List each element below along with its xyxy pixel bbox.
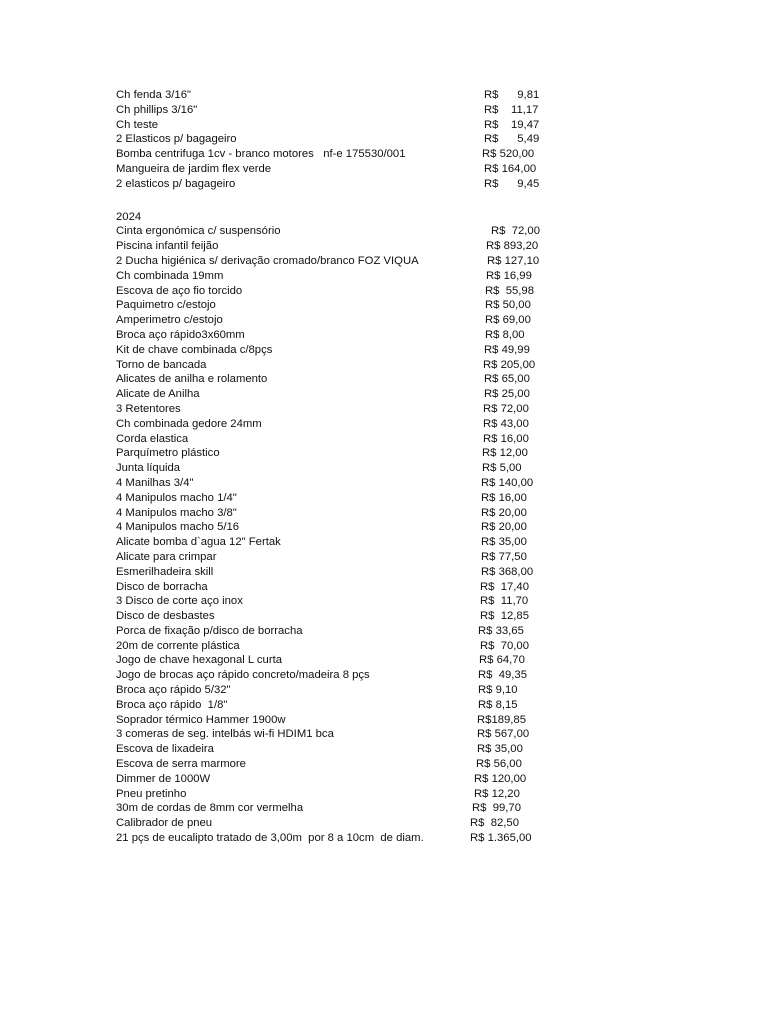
expense-row xyxy=(116,446,556,461)
item-description: Calibrador de pneu xyxy=(116,817,213,830)
expense-row xyxy=(116,713,556,728)
item-description: Ch combinada 19mm xyxy=(116,269,224,282)
expense-row xyxy=(116,801,556,816)
item-description: Kit de chave combinada c/8pçs xyxy=(116,343,273,356)
expense-row xyxy=(116,343,556,358)
item-description: Ch phillips 3/16" xyxy=(116,103,198,116)
item-price: R$ 20,00 xyxy=(481,506,527,519)
item-description: Esmerilhadeira skill xyxy=(116,565,214,578)
expense-row xyxy=(116,653,556,668)
expense-row xyxy=(116,328,556,343)
expense-row xyxy=(116,580,556,595)
item-description: 3 Retentores xyxy=(116,402,181,415)
expense-row xyxy=(116,550,556,565)
item-description: Alicate de Anilha xyxy=(116,388,200,401)
item-description: Porca de fixação p/disco de borracha xyxy=(116,624,303,637)
item-description: Alicates de anilha e rolamento xyxy=(116,373,268,386)
item-price: R$ 9,81 xyxy=(484,89,540,101)
expense-sheet xyxy=(116,88,556,846)
expense-row xyxy=(116,772,556,787)
expense-row xyxy=(116,698,556,713)
item-description: Bomba centrifuga 1cv - branco motores nf-e 175530/001 xyxy=(116,148,406,161)
expense-row xyxy=(116,147,556,162)
item-price: R$ 56,00 xyxy=(476,758,522,771)
expense-row xyxy=(116,831,556,846)
item-price: R$ 12,00 xyxy=(482,447,528,460)
expense-row xyxy=(116,284,556,299)
item-description: Jogo de brocas aço rápido concreto/madeira 8 pçs xyxy=(116,669,370,682)
item-price: R$ 11,17 xyxy=(484,103,539,116)
expense-row xyxy=(116,476,556,491)
item-price: R$ 55,98 xyxy=(485,284,534,297)
item-price: R$ 33,65 xyxy=(478,624,524,637)
item-description: 4 Manipulos macho 3/8" xyxy=(116,506,237,519)
item-description: Alicate bomba d`agua 12" Fertak xyxy=(116,536,281,549)
expense-row xyxy=(116,372,556,387)
item-description: Escova de lixadeira xyxy=(116,743,214,756)
expense-row xyxy=(116,432,556,447)
item-price: R$ 12,20 xyxy=(474,787,520,800)
expense-row xyxy=(116,506,556,521)
item-description: Disco de desbastes xyxy=(116,610,215,623)
expense-row xyxy=(116,103,556,118)
item-description: Broca aço rápido 5/32" xyxy=(116,684,231,697)
item-price: R$ 17,40 xyxy=(480,580,529,593)
blank-row xyxy=(116,192,556,210)
item-description: Mangueira de jardim flex verde xyxy=(116,162,272,175)
item-description: Torno de bancada xyxy=(116,358,207,371)
expense-row xyxy=(116,269,556,284)
item-price: R$ 120,00 xyxy=(474,772,527,785)
expense-row xyxy=(116,118,556,133)
item-price: R$ 49,35 xyxy=(478,669,527,682)
item-description: 30m de cordas de 8mm cor vermelha xyxy=(116,802,304,815)
item-price: R$ 99,70 xyxy=(472,802,521,815)
item-description: 3 comeras de seg. intelbás wi-fi HDIM1 bca xyxy=(116,728,334,741)
expense-row xyxy=(116,461,556,476)
year-label: 2024 xyxy=(116,210,142,223)
item-price: R$ 1.365,00 xyxy=(470,832,532,845)
item-description: Alicate para crimpar xyxy=(116,550,217,563)
expense-row xyxy=(116,88,556,103)
item-price: R$ 205,00 xyxy=(483,358,536,371)
item-description: 21 pçs de eucalipto tratado de 3,00m por 8 a 10cm de diam. xyxy=(116,832,424,845)
item-description: Piscina infantil feijão xyxy=(116,240,219,253)
item-price: R$189,85 xyxy=(477,713,526,726)
item-description: 4 Manipulos macho 1/4" xyxy=(116,491,237,504)
item-description: Junta líquida xyxy=(116,462,181,475)
item-price: R$ 50,00 xyxy=(485,299,531,312)
expense-row xyxy=(116,358,556,373)
expense-row xyxy=(116,224,556,239)
item-price: R$ 64,70 xyxy=(479,654,525,667)
item-description: Broca aço rápido 1/8" xyxy=(116,698,228,711)
item-price: R$ 49,99 xyxy=(484,343,530,356)
item-description: Paquimetro c/estojo xyxy=(116,299,216,312)
expense-row xyxy=(116,313,556,328)
expense-row xyxy=(116,491,556,506)
expense-row xyxy=(116,254,556,269)
expense-row xyxy=(116,787,556,802)
item-price: R$ 72,00 xyxy=(491,225,540,238)
item-price: R$ 11,70 xyxy=(480,595,529,608)
expense-section-2 xyxy=(116,224,556,845)
expense-row xyxy=(116,402,556,417)
item-description: Corda elastica xyxy=(116,432,189,445)
item-price: R$ 127,10 xyxy=(487,254,540,267)
item-price: R$ 5,00 xyxy=(482,462,522,475)
item-price: R$ 12,85 xyxy=(480,610,529,623)
expense-row xyxy=(116,162,556,177)
item-price: R$ 20,00 xyxy=(481,521,527,534)
item-price: R$ 82,50 xyxy=(470,817,519,830)
year-row xyxy=(116,210,556,225)
item-price: R$ 140,00 xyxy=(481,476,534,489)
item-description: Dimmer de 1000W xyxy=(116,772,211,785)
item-price: R$ 520,00 xyxy=(482,148,535,161)
item-description: Escova de serra marmore xyxy=(116,758,246,771)
item-description: Broca aço rápido3x60mm xyxy=(116,328,245,341)
item-price: R$ 9,10 xyxy=(478,684,518,697)
item-description: 2 elasticos p/ bagageiro xyxy=(116,177,236,190)
expense-row xyxy=(116,298,556,313)
expense-row xyxy=(116,520,556,535)
item-description: Soprador térmico Hammer 1900w xyxy=(116,713,286,726)
item-description: Jogo de chave hexagonal L curta xyxy=(116,654,283,667)
item-description: 2 Elasticos p/ bagageiro xyxy=(116,133,237,146)
item-price: R$ 16,99 xyxy=(486,269,532,282)
expense-row xyxy=(116,727,556,742)
item-price: R$ 16,00 xyxy=(481,491,527,504)
item-price: R$ 72,00 xyxy=(483,402,529,415)
expense-row xyxy=(116,132,556,147)
item-price: R$ 69,00 xyxy=(485,314,531,327)
item-description: Parquímetro plástico xyxy=(116,447,220,460)
item-price: R$ 35,00 xyxy=(481,536,527,549)
item-description: Ch combinada gedore 24mm xyxy=(116,417,262,430)
item-description: Ch teste xyxy=(116,118,159,131)
item-price: R$ 16,00 xyxy=(483,432,529,445)
expense-row xyxy=(116,683,556,698)
item-price: R$ 9,45 xyxy=(484,177,540,190)
item-description: 4 Manilhas 3/4" xyxy=(116,476,194,489)
expense-row xyxy=(116,609,556,624)
item-price: R$ 164,00 xyxy=(484,162,537,175)
item-description: Ch fenda 3/16" xyxy=(116,89,191,101)
item-price: R$ 35,00 xyxy=(477,743,523,756)
item-price: R$ 70,00 xyxy=(480,639,529,652)
expense-row xyxy=(116,417,556,432)
item-description: Cinta ergonómica c/ suspensório xyxy=(116,225,281,238)
expense-row xyxy=(116,624,556,639)
expense-section-1 xyxy=(116,88,556,192)
item-price: R$ 65,00 xyxy=(484,373,530,386)
item-description: 20m de corrente plástica xyxy=(116,639,240,652)
expense-row xyxy=(116,387,556,402)
item-price: R$ 19,47 xyxy=(484,118,540,131)
item-description: 3 Disco de corte aço inox xyxy=(116,595,243,608)
item-price: R$ 567,00 xyxy=(477,728,530,741)
item-price: R$ 8,15 xyxy=(478,698,518,711)
item-price: R$ 77,50 xyxy=(481,550,527,563)
expense-row xyxy=(116,668,556,683)
item-description: 2 Ducha higiénica s/ derivação cromado/branco FOZ VIQUA xyxy=(116,254,419,267)
item-description: Pneu pretinho xyxy=(116,787,187,800)
expense-row xyxy=(116,816,556,831)
expense-row xyxy=(116,565,556,580)
item-description: Escova de aço fio torcido xyxy=(116,284,243,297)
item-price: R$ 8,00 xyxy=(485,328,525,341)
item-description: Amperimetro c/estojo xyxy=(116,314,223,327)
expense-row xyxy=(116,535,556,550)
item-price: R$ 893,20 xyxy=(486,240,539,253)
expense-row xyxy=(116,757,556,772)
item-price: R$ 43,00 xyxy=(483,417,529,430)
expense-row xyxy=(116,239,556,254)
item-price: R$ 368,00 xyxy=(481,565,534,578)
expense-row xyxy=(116,639,556,654)
item-price: R$ 25,00 xyxy=(484,388,530,401)
expense-row xyxy=(116,742,556,757)
item-description: 4 Manipulos macho 5/16 xyxy=(116,521,240,534)
item-price: R$ 5,49 xyxy=(484,133,540,146)
expense-row xyxy=(116,594,556,609)
item-description: Disco de borracha xyxy=(116,580,208,593)
expense-row xyxy=(116,177,556,192)
